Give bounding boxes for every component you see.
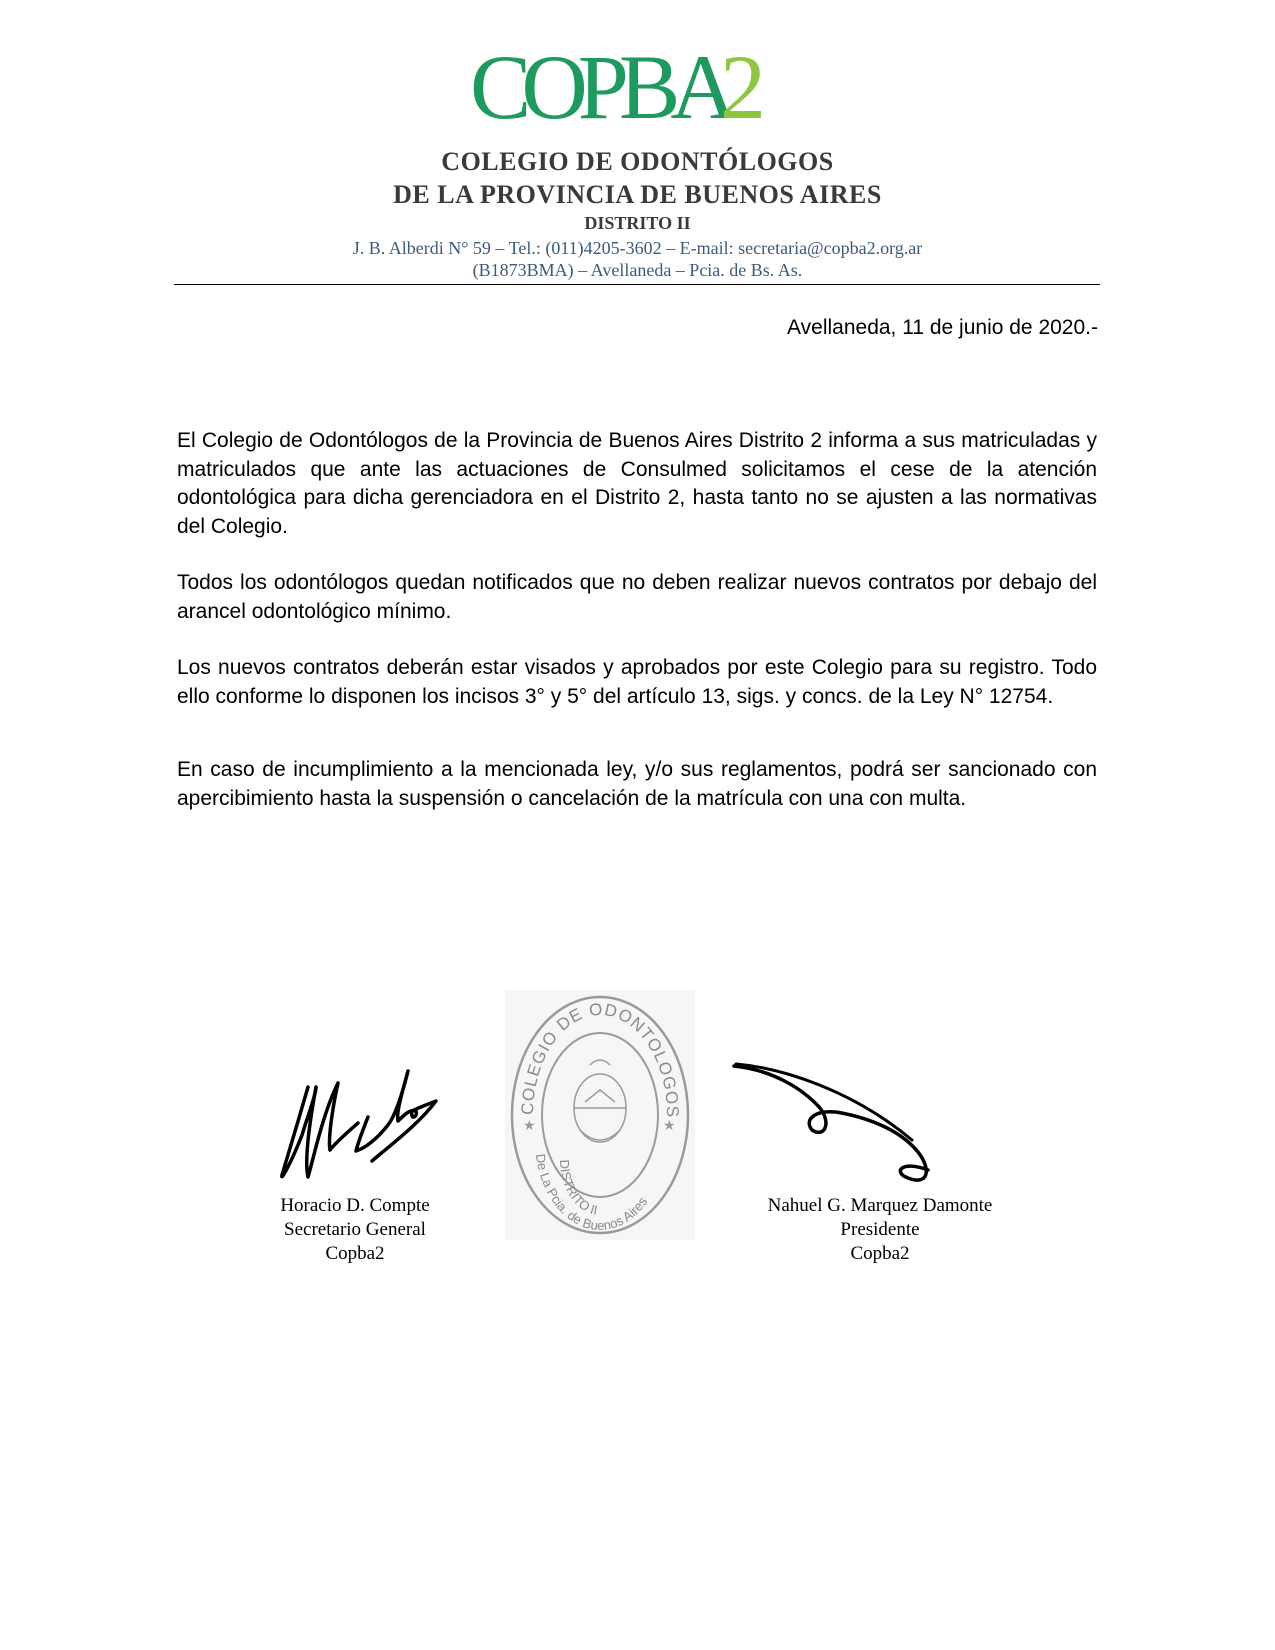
paragraph-1: El Colegio de Odontólogos de la Provincia de Buenos Aires Distrito 2 informa a sus matriculadas y matriculados que ante las actuaciones de Consulmed solicitamos el cese de la atención odontológica para dicha gerenciadora en el Distrito 2, hasta tanto no se ajusten a las normativas del Colegio.	[177, 429, 1097, 538]
coat-of-arms-icon	[574, 1060, 626, 1142]
copba2-logo	[470, 40, 800, 130]
svg-text:★: ★	[663, 1118, 676, 1134]
signer-right-role: Presidente	[840, 1219, 920, 1240]
signer-right-block	[745, 1194, 1015, 1266]
paragraph-3: Los nuevos contratos deberán estar visados y aprobados por este Colegio para su registro. Todo ello conforme lo disponen los incisos 3° y 5° del artículo 13, sigs. y concs. de la Ley N° 12754.	[177, 656, 1097, 708]
svg-text:★: ★	[523, 1118, 536, 1134]
signer-left-name: Horacio D. Compte	[280, 1195, 430, 1216]
org-name-line2: DE LA PROVINCIA DE BUENOS AIRES	[393, 180, 882, 209]
org-name-line1: COLEGIO DE ODONTÓLOGOS	[441, 147, 834, 176]
stamp-outer-text: COLEGIO DE ODONTOLOGOS	[517, 999, 683, 1119]
official-stamp	[505, 990, 695, 1240]
address-line1: J. B. Alberdi N° 59 – Tel.: (011)4205-3602 – E-mail: secretaria@copba2.org.ar	[352, 238, 923, 258]
signer-left-org: Copba2	[325, 1243, 385, 1264]
address-line2: (B1873BMA) – Avellaneda – Pcia. de Bs. As.	[472, 260, 803, 280]
district-label: DISTRITO II	[584, 213, 691, 233]
signer-left-role: Secretario General	[284, 1219, 426, 1240]
paragraph-2: Todos los odontólogos quedan notificados que no deben realizar nuevos contratos por debajo del arancel odontológico mínimo.	[177, 571, 1097, 623]
signature-right	[732, 1060, 972, 1210]
svg-text:De La Pcia. de Buenos Aires	[533, 1153, 651, 1233]
signature-left	[268, 1065, 468, 1185]
header-divider	[174, 284, 1100, 285]
paragraph-4: En caso de incumplimiento a la mencionada ley, y/o sus reglamentos, podrá ser sancionado con apercibimiento hasta la suspensión o cancelación de la matrícula con una con multa.	[177, 758, 1097, 810]
signer-left-block	[250, 1194, 460, 1266]
signer-right-org: Copba2	[850, 1243, 910, 1264]
stamp-bottom-text: De La Pcia. de Buenos Aires	[532, 1152, 651, 1234]
signer-right-name: Nahuel G. Marquez Damonte	[767, 1195, 993, 1216]
svg-text:2: 2	[720, 40, 766, 130]
letter-date: Avellaneda, 11 de junio de 2020.-	[787, 316, 1098, 339]
logo-text: COPBA	[470, 40, 727, 130]
stamp-inner-text: DISTRITO II	[556, 1159, 599, 1218]
